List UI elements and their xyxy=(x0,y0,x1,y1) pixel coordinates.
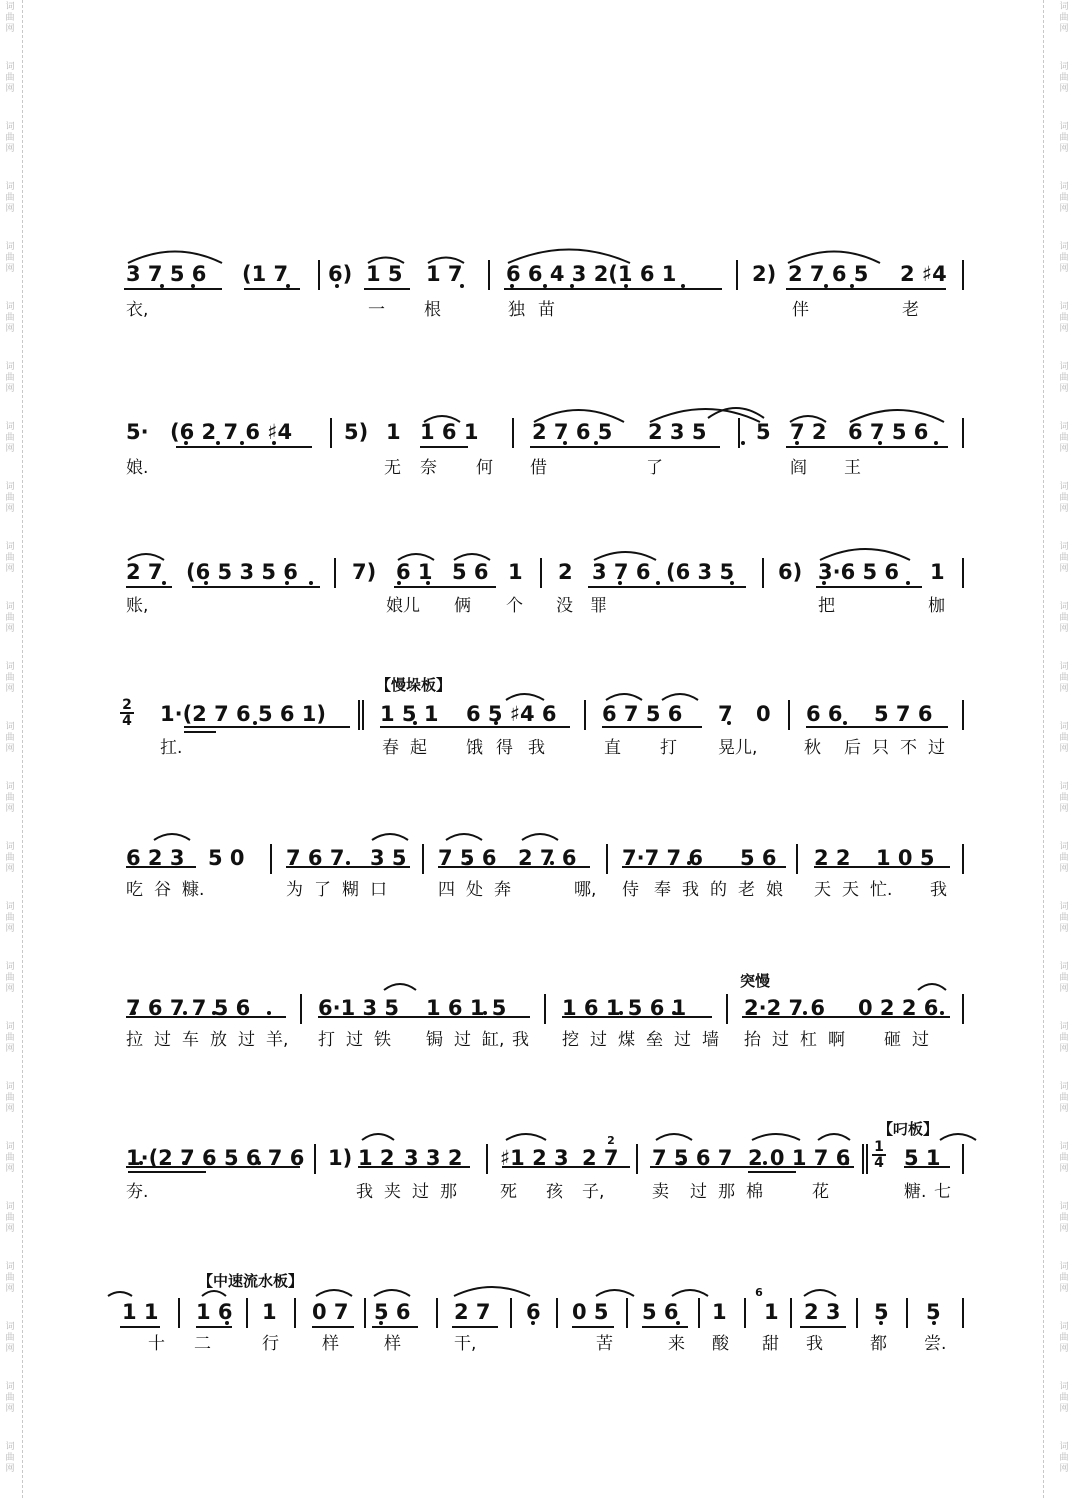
margin-watermark-text: 词曲网 xyxy=(1059,242,1069,274)
note-group: 1 0 5 xyxy=(876,846,935,870)
lyric: 罪 xyxy=(590,596,607,616)
bar-line xyxy=(544,994,546,1024)
note-group: 1 6 1 xyxy=(420,420,479,444)
lyric: 那 xyxy=(440,1182,457,1202)
bar-line xyxy=(330,418,332,448)
lyric: 那 xyxy=(718,1182,735,1202)
note-group: 3 7 6 xyxy=(592,560,651,584)
note-group: 2 2 xyxy=(814,846,851,870)
lyric: 放 xyxy=(210,1030,227,1050)
lyric: 王 xyxy=(844,458,861,478)
bar-line xyxy=(962,1144,964,1174)
note-group: 7 2 xyxy=(790,420,827,444)
margin-watermark-text: 词曲网 xyxy=(1059,1142,1069,1174)
lyric: 我 xyxy=(806,1334,823,1354)
bar-line xyxy=(962,994,964,1024)
note-group: 1 xyxy=(262,1300,277,1324)
bar-line xyxy=(178,1298,180,1328)
note-group: 7) xyxy=(352,560,377,584)
lyric: 苗 xyxy=(538,300,555,320)
lyric: 扛. xyxy=(160,738,183,758)
lyric: 过 xyxy=(346,1030,363,1050)
lyric: 娘 xyxy=(766,880,783,900)
note-group: 7 6 7 xyxy=(286,846,345,870)
lyric: 春 xyxy=(382,738,399,758)
note-group: 3 5 xyxy=(370,846,407,870)
lyric: 糖. xyxy=(904,1182,927,1202)
lyric: 孩 xyxy=(546,1182,563,1202)
lyric: 二 xyxy=(194,1334,211,1354)
bar-line xyxy=(486,1144,488,1174)
margin-watermark-text: 词曲网 xyxy=(1059,662,1069,694)
bar-line xyxy=(364,1298,366,1328)
margin-watermark-text: 词曲网 xyxy=(1059,962,1069,994)
lyric: 枷 xyxy=(928,596,945,616)
tempo-label: 【叼板】 xyxy=(878,1120,939,1138)
bar-line xyxy=(314,1144,316,1174)
lyric: 奈 xyxy=(420,458,437,478)
note-group: (6 5 3 5 6 xyxy=(186,560,298,584)
tempo-label: 【中速流水板】 xyxy=(198,1272,304,1290)
lyric: 我 xyxy=(682,880,699,900)
note-group: 5 6 xyxy=(740,846,777,870)
margin-watermark-text: 词曲网 xyxy=(5,1082,15,1114)
lyric: 四 xyxy=(438,880,455,900)
lyric: 我 xyxy=(930,880,947,900)
note-group: 7 5 6 7 xyxy=(652,1146,733,1170)
margin-watermark-text: 词曲网 xyxy=(1059,182,1069,214)
margin-watermark-text: 词曲网 xyxy=(5,542,15,574)
note-group: 2 xyxy=(558,560,573,584)
tempo-label: 突慢 xyxy=(740,972,771,990)
lyric: 来 xyxy=(668,1334,685,1354)
note-group: 0 7 xyxy=(312,1300,349,1324)
note-group: 6 6 xyxy=(806,702,843,726)
note-group: 2 0 1 7 6 xyxy=(748,1146,851,1170)
lyric: 奔 xyxy=(494,880,511,900)
bar-line xyxy=(962,558,964,588)
bar-line xyxy=(510,1298,512,1328)
lyric: 羊, xyxy=(266,1030,289,1050)
note-group: 1 6 xyxy=(196,1300,233,1324)
note-group: 2 7 6 5 xyxy=(532,420,613,444)
lyric: 七 xyxy=(934,1182,951,1202)
note-group: 7 5 6 xyxy=(438,846,497,870)
note-group: 6) xyxy=(328,262,353,286)
margin-watermark-text: 词曲网 xyxy=(5,602,15,634)
lyric: 过 xyxy=(928,738,945,758)
margin-watermark-text: 词曲网 xyxy=(1059,782,1069,814)
double-bar-line xyxy=(862,1144,868,1174)
note-group: 2·2 7 6 xyxy=(744,996,826,1020)
bar-line xyxy=(962,260,964,290)
lyric: 棉 xyxy=(746,1182,763,1202)
note-group: 2 7 6 xyxy=(518,846,577,870)
note-group: 1) xyxy=(328,1146,353,1170)
bar-line xyxy=(744,1298,746,1328)
note-group: 0 5 xyxy=(572,1300,609,1324)
lyric: 十 xyxy=(148,1334,165,1354)
margin-watermark-text: 词曲网 xyxy=(5,242,15,274)
lyric: 娘. xyxy=(126,458,149,478)
lyric: 墙 xyxy=(702,1030,719,1050)
note-group: 6) xyxy=(778,560,803,584)
note-group: 7 xyxy=(718,702,733,726)
lyric: 苦 xyxy=(596,1334,613,1354)
lyric: 直 xyxy=(604,738,621,758)
lyric: 都 xyxy=(870,1334,887,1354)
note-group: 6·1 3 5 xyxy=(318,996,400,1020)
margin-watermark-text: 词曲网 xyxy=(1059,1202,1069,1234)
note-group: (6 3 5 xyxy=(666,560,735,584)
bar-line xyxy=(698,1298,700,1328)
bar-line xyxy=(636,1144,638,1174)
note-group: 6 1 xyxy=(396,560,433,584)
lyric: 挖 xyxy=(562,1030,579,1050)
bar-line xyxy=(726,994,728,1024)
note-group: 1·(2 7 6 5 6 7 6 xyxy=(126,1146,305,1170)
lyric: 过 xyxy=(154,1030,171,1050)
note-group: 1 xyxy=(764,1300,779,1324)
margin-watermark-text: 词曲网 xyxy=(1059,1442,1069,1474)
note-group: 5 xyxy=(874,1300,889,1324)
lyric: 何 xyxy=(476,458,493,478)
bar-line xyxy=(334,558,336,588)
bar-line xyxy=(436,1298,438,1328)
bar-line xyxy=(422,844,424,874)
lyric: 我 xyxy=(356,1182,373,1202)
note-group: 0 2 2 6 xyxy=(858,996,939,1020)
margin-watermark-text: 词曲网 xyxy=(5,722,15,754)
margin-watermark-text: 词曲网 xyxy=(5,182,15,214)
note-group: 7 6 7 7 5 6 xyxy=(126,996,251,1020)
lyric: 过 xyxy=(674,1030,691,1050)
bar-line xyxy=(626,1298,628,1328)
margin-watermark-text: 词曲网 xyxy=(1059,122,1069,154)
note-group: 2 7 xyxy=(582,1146,619,1170)
lyric: 奉 xyxy=(654,880,671,900)
note-group: 0 xyxy=(756,702,771,726)
note-group: 6 6 4 3 2(1 6 1 xyxy=(506,262,677,286)
note-group: 3 7 5 6 xyxy=(126,262,207,286)
margin-watermark-text: 词曲网 xyxy=(5,1022,15,1054)
lyric: 把 xyxy=(818,596,835,616)
lyric: 不 xyxy=(900,738,917,758)
note-group: 1 2 xyxy=(358,1146,395,1170)
margin-watermark-text: 词曲网 xyxy=(5,1322,15,1354)
margin-watermark-text: 词曲网 xyxy=(5,422,15,454)
lyric: 花 xyxy=(812,1182,829,1202)
margin-watermark-text: 词曲网 xyxy=(5,962,15,994)
lyric: 天 xyxy=(814,880,831,900)
lyric: 根 xyxy=(424,300,441,320)
bar-line xyxy=(796,844,798,874)
margin-watermark-text: 词曲网 xyxy=(5,1442,15,1474)
lyric: 甜 xyxy=(762,1334,779,1354)
note-group: ♯1 2 3 xyxy=(500,1146,569,1170)
margin-watermark-text: 词曲网 xyxy=(1059,902,1069,934)
lyric: 啊 xyxy=(828,1030,845,1050)
note-group: 1 xyxy=(508,560,523,584)
lyric: 谷 xyxy=(154,880,171,900)
note-group: (1 7 xyxy=(242,262,289,286)
margin-watermark-text: 词曲网 xyxy=(1059,1262,1069,1294)
note-group: 1 5 1 xyxy=(380,702,439,726)
bar-line xyxy=(294,1298,296,1328)
bar-line xyxy=(270,844,272,874)
lyric: 个 xyxy=(506,596,523,616)
bar-line xyxy=(762,558,764,588)
margin-watermark-text: 词曲网 xyxy=(5,782,15,814)
note-group: 2 7 6 5 xyxy=(788,262,869,286)
lyric: 后 xyxy=(844,738,861,758)
margin-watermark-text: 词曲网 xyxy=(5,122,15,154)
lyric: 过 xyxy=(912,1030,929,1050)
lyric: 老 xyxy=(902,300,919,320)
lyric: 得 xyxy=(496,738,513,758)
margin-watermark-text: 词曲网 xyxy=(1059,1082,1069,1114)
note-group: 2 3 xyxy=(804,1300,841,1324)
lyric: 我 xyxy=(528,738,545,758)
margin-watermark-text: 词曲网 xyxy=(5,1382,15,1414)
margin-watermark-text: 词曲网 xyxy=(1059,2,1069,34)
note-group: 5 6 xyxy=(374,1300,411,1324)
lyric: 糊 xyxy=(342,880,359,900)
note-group: 2) xyxy=(752,262,777,286)
grace-note: 2 xyxy=(607,1134,615,1147)
lyric: 车 xyxy=(182,1030,199,1050)
margin-watermark-text: 词曲网 xyxy=(1059,62,1069,94)
lyric: 卖 xyxy=(652,1182,669,1202)
margin-watermark-text: 词曲网 xyxy=(5,362,15,394)
margin-watermark-text: 词曲网 xyxy=(1059,1382,1069,1414)
lyric: 哪, xyxy=(574,880,597,900)
note-group: 5· xyxy=(126,420,149,444)
bar-line xyxy=(962,700,964,730)
lyric: 借 xyxy=(530,458,547,478)
margin-watermark-text: 词曲网 xyxy=(5,902,15,934)
note-group: 1·(2 7 6 5 6 1) xyxy=(160,702,327,726)
lyric: 没 xyxy=(556,596,573,616)
note-group: 2 ♯4 xyxy=(900,262,947,286)
note-group: 2 3 5 xyxy=(648,420,707,444)
lyric: 样 xyxy=(322,1334,339,1354)
grace-note: 6 xyxy=(755,1286,763,1299)
note-group: 1 xyxy=(930,560,945,584)
lyric: 抬 xyxy=(744,1030,761,1050)
tempo-label: 【慢垛板】 xyxy=(376,676,452,694)
note-group: 5 0 xyxy=(208,846,245,870)
margin-watermark-text: 词曲网 xyxy=(1059,542,1069,574)
note-group: 6 5 ♯4 6 xyxy=(466,702,557,726)
lyric: 过 xyxy=(412,1182,429,1202)
lyric: 垒 xyxy=(646,1030,663,1050)
lyric: 样 xyxy=(384,1334,401,1354)
margin-watermark-text: 词曲网 xyxy=(5,302,15,334)
lyric: 衣, xyxy=(126,300,149,320)
note-group: 1 6 1 5 xyxy=(426,996,507,1020)
margin-watermark-text: 词曲网 xyxy=(5,1202,15,1234)
lyric: 了 xyxy=(314,880,331,900)
note-group: 6 7 5 6 xyxy=(602,702,683,726)
note-group: 1 5 xyxy=(366,262,403,286)
note-group: 6 2 3 xyxy=(126,846,185,870)
margin-watermark-text: 词曲网 xyxy=(1059,302,1069,334)
lyric: 口 xyxy=(370,880,387,900)
margin-watermark-text: 词曲网 xyxy=(1059,362,1069,394)
lyric: 杠 xyxy=(800,1030,817,1050)
note-group: 5 6 xyxy=(452,560,489,584)
lyric: 锔 xyxy=(426,1030,443,1050)
lyric: 行 xyxy=(262,1334,279,1354)
lyric: 忙. xyxy=(870,880,893,900)
bar-line xyxy=(962,844,964,874)
bar-line xyxy=(790,1298,792,1328)
lyric: 饿 xyxy=(466,738,483,758)
bar-line xyxy=(736,260,738,290)
lyric: 晃儿, xyxy=(718,738,758,758)
lyric: 老 xyxy=(738,880,755,900)
lyric: 俩 xyxy=(454,596,471,616)
lyric: 干, xyxy=(454,1334,477,1354)
lyric: 子, xyxy=(582,1182,605,1202)
note-group: 7·7 7 6 xyxy=(622,846,704,870)
margin-watermark-text: 词曲网 xyxy=(5,62,15,94)
lyric: 账, xyxy=(126,596,149,616)
lyric: 无 xyxy=(384,458,401,478)
lyric: 为 xyxy=(286,880,303,900)
lyric: 过 xyxy=(590,1030,607,1050)
lyric: 拉 xyxy=(126,1030,143,1050)
lyric: 缸, xyxy=(482,1030,505,1050)
note-group: 1 xyxy=(386,420,401,444)
bar-line xyxy=(318,260,320,290)
bar-line xyxy=(606,844,608,874)
note-group: (6 2 7 6 ♯4 xyxy=(170,420,293,444)
bar-line xyxy=(512,418,514,448)
margin-watermark-text: 词曲网 xyxy=(5,842,15,874)
margin-watermark-text: 词曲网 xyxy=(5,1142,15,1174)
margin-watermark-text: 词曲网 xyxy=(1059,1322,1069,1354)
time-signature: 1 4 xyxy=(872,1140,886,1170)
time-signature: 2 4 xyxy=(120,698,134,728)
lyric: 过 xyxy=(690,1182,707,1202)
lyric: 煤 xyxy=(618,1030,635,1050)
lyric: 天 xyxy=(842,880,859,900)
note-group: 3 3 2 xyxy=(404,1146,463,1170)
lyric: 娘儿 xyxy=(386,596,420,616)
lyric: 阎 xyxy=(790,458,807,478)
bar-line xyxy=(300,994,302,1024)
note-group: 5 1 xyxy=(904,1146,941,1170)
lyric: 过 xyxy=(238,1030,255,1050)
double-bar-line xyxy=(358,700,364,730)
bar-line xyxy=(856,1298,858,1328)
note-group: 2 7 xyxy=(454,1300,491,1324)
margin-watermark-text: 词曲网 xyxy=(5,2,15,34)
lyric: 过 xyxy=(772,1030,789,1050)
margin-watermark-text: 词曲网 xyxy=(1059,1022,1069,1054)
lyric: 砸 xyxy=(884,1030,901,1050)
lyric: 夹 xyxy=(384,1182,401,1202)
bar-line xyxy=(556,1298,558,1328)
margin-watermark-text: 词曲网 xyxy=(1059,722,1069,754)
lyric: 一 xyxy=(368,300,385,320)
bar-line xyxy=(788,700,790,730)
margin-watermark-text: 词曲网 xyxy=(5,482,15,514)
note-group: 3·6 5 6 xyxy=(818,560,900,584)
lyric: 吃 xyxy=(126,880,143,900)
lyric: 死 xyxy=(500,1182,517,1202)
margin-watermark-text: 词曲网 xyxy=(1059,602,1069,634)
lyric: 了 xyxy=(646,458,663,478)
bar-line xyxy=(962,418,964,448)
bar-line xyxy=(906,1298,908,1328)
lyric: 独 xyxy=(508,300,525,320)
lyric: 过 xyxy=(454,1030,471,1050)
lyric: 侍 xyxy=(622,880,639,900)
bar-line xyxy=(488,260,490,290)
lyric: 秋 xyxy=(804,738,821,758)
note-group: 1 1 xyxy=(122,1300,159,1324)
lyric: 夯. xyxy=(126,1182,149,1202)
lyric: 处 xyxy=(466,880,483,900)
note-group: 5 6 xyxy=(642,1300,679,1324)
note-group: 5 xyxy=(756,420,771,444)
note-group: 2 7 xyxy=(126,560,163,584)
note-group: 1 xyxy=(712,1300,727,1324)
margin-watermark-text: 词曲网 xyxy=(1059,422,1069,454)
lyric: 伴 xyxy=(792,300,809,320)
bar-line xyxy=(540,558,542,588)
margin-watermark-text: 词曲网 xyxy=(1059,482,1069,514)
bar-line xyxy=(738,418,740,448)
bar-line xyxy=(962,1298,964,1328)
bar-line xyxy=(584,700,586,730)
note-group: 5 7 6 xyxy=(874,702,933,726)
lyric: 糠. xyxy=(182,880,205,900)
lyric: 的 xyxy=(710,880,727,900)
lyric: 只 xyxy=(872,738,889,758)
lyric: 酸 xyxy=(712,1334,729,1354)
note-group: 5) xyxy=(344,420,369,444)
margin-watermark-text: 词曲网 xyxy=(5,662,15,694)
lyric: 起 xyxy=(410,738,427,758)
lyric: 我 xyxy=(512,1030,529,1050)
lyric: 尝. xyxy=(924,1334,947,1354)
lyric: 打 xyxy=(660,738,677,758)
lyric: 铁 xyxy=(374,1030,391,1050)
note-group: 6 7 5 6 xyxy=(848,420,929,444)
note-group: 1 7 xyxy=(426,262,463,286)
note-group: 1 6 1 5 6 1 xyxy=(562,996,687,1020)
note-group: 6 xyxy=(526,1300,541,1324)
margin-watermark-text: 词曲网 xyxy=(1059,842,1069,874)
margin-watermark-text: 词曲网 xyxy=(5,1262,15,1294)
note-group: 5 xyxy=(926,1300,941,1324)
bar-line xyxy=(246,1298,248,1328)
lyric: 打 xyxy=(318,1030,335,1050)
